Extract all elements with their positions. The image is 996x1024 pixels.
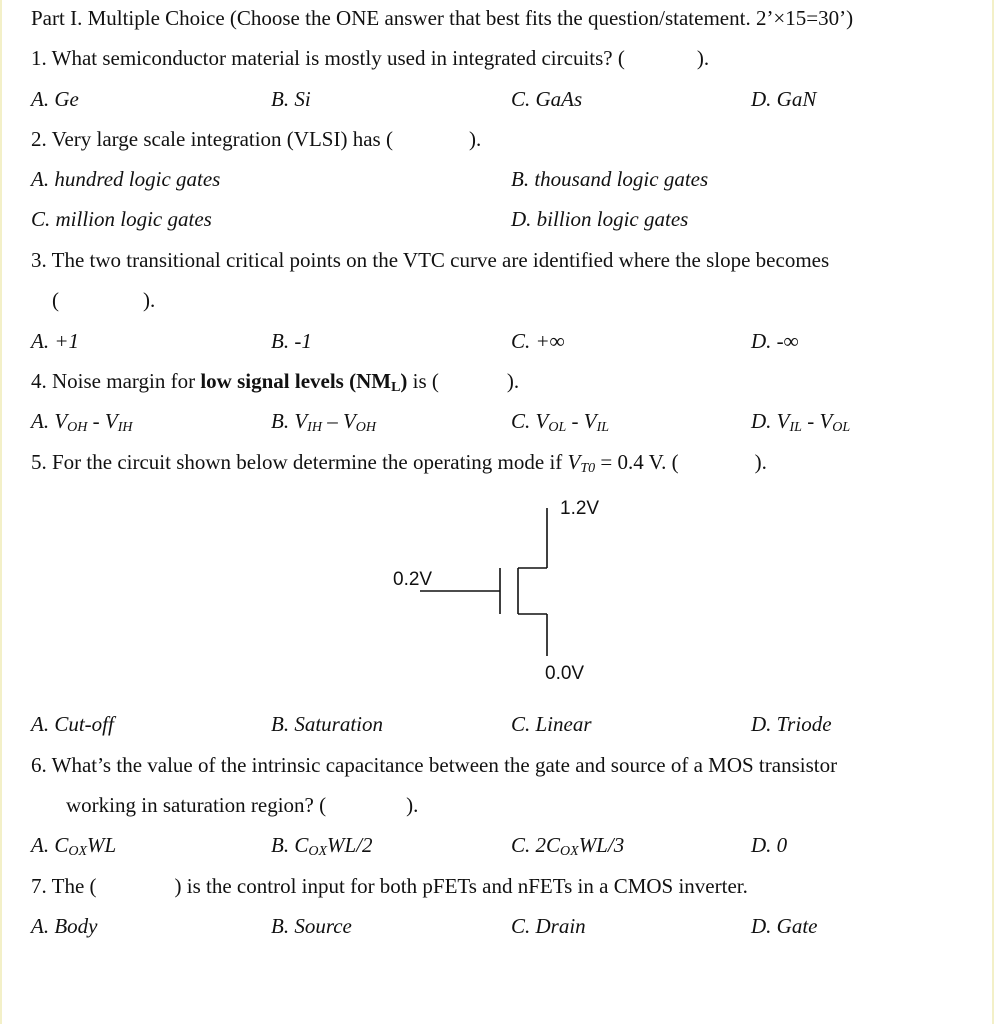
- question-3-options: [31, 328, 971, 354]
- question-6-line2: [66, 792, 418, 818]
- option-1a: A. Ge: [31, 87, 79, 111]
- question-5: [31, 449, 767, 482]
- question-7-rest: ) is the control input for both pFETs and nFETs in a CMOS inverter.: [174, 874, 748, 898]
- question-5-var: V: [567, 450, 581, 474]
- question-1-close: ).: [696, 46, 710, 70]
- section-header: Part I. Multiple Choice (Choose the ONE answer that best fits the question/statement. 2’×15=30’): [31, 6, 854, 30]
- option-2c: C. million logic gates: [31, 207, 212, 231]
- option-3c: C. +∞: [511, 329, 565, 353]
- question-4-bold: [200, 369, 407, 393]
- question-3-close: ).: [143, 288, 156, 312]
- question-6-text2: working in saturation region? (: [66, 793, 327, 817]
- option-3a: A. +1: [31, 329, 79, 353]
- question-7-text: 7. The (: [31, 874, 97, 898]
- question-1-text: 1. What semiconductor material is mostly used in integrated circuits? (: [31, 46, 625, 70]
- option-2b: B. thousand logic gates: [511, 167, 709, 191]
- question-4-bold-sub: L: [391, 380, 401, 395]
- question-3-blank-line: [52, 287, 155, 313]
- option-5b: B. Saturation: [271, 712, 384, 736]
- question-7-options: [31, 913, 971, 939]
- option-4b: B. $V_{IH} - V_{OH}$: [271, 409, 376, 435]
- question-4-prefix: 4. Noise margin for: [31, 369, 201, 393]
- question-2-options-row1: [31, 166, 971, 192]
- question-4-suffix: is (: [407, 369, 439, 393]
- option-7c: C. Drain: [511, 914, 586, 938]
- option-5d: D. Triode: [751, 712, 832, 736]
- option-6a: A. $C_{OX}WL$: [31, 833, 117, 859]
- question-5-var-sub: T0: [580, 461, 596, 476]
- option-4c: C. $V_{OL} - V_{IL}$: [511, 409, 610, 435]
- question-5-text: 5. For the circuit shown below determine the operating mode if: [31, 450, 568, 474]
- question-7: [31, 873, 748, 899]
- option-2a: A. hundred logic gates: [31, 167, 221, 191]
- option-3b: B. -1: [271, 329, 312, 353]
- option-4d: D. $V_{IL} - V_{OL}$: [751, 409, 851, 435]
- option-7a: A. Body: [31, 914, 98, 938]
- option-1d: D. GaN: [751, 87, 817, 111]
- option-6c: C. $2C_{OX}WL/3$: [511, 833, 625, 859]
- source-voltage-label: 0.0V: [545, 663, 585, 684]
- question-2-close: ).: [468, 127, 482, 151]
- question-6: 6. What’s the value of the intrinsic capacitance between the gate and source of a MOS transistor: [31, 753, 838, 777]
- question-1-options: [31, 86, 971, 112]
- question-6-options: [31, 832, 971, 858]
- option-5c: C. Linear: [511, 712, 592, 736]
- question-2: [31, 126, 481, 152]
- option-7b: B. Source: [271, 914, 352, 938]
- option-6d: D. 0: [751, 833, 788, 857]
- option-1c: C. GaAs: [511, 87, 583, 111]
- question-4: [31, 368, 519, 401]
- question-2-text: 2. Very large scale integration (VLSI) has (: [31, 127, 393, 151]
- question-5-close: ).: [754, 450, 767, 474]
- question-6-close: ).: [406, 793, 419, 817]
- option-2d: D. billion logic gates: [511, 207, 689, 231]
- option-4a: A. $V_{OH} - V_{IH}$: [31, 409, 133, 435]
- question-5-value: = 0.4 V. (: [595, 450, 679, 474]
- option-6b: B. $C_{OX}WL/2$: [271, 833, 373, 859]
- question-4-bold-end: ): [400, 369, 408, 393]
- question-3: 3. The two transitional critical points on the VTC curve are identified where the slope becomes: [31, 248, 830, 272]
- nmos-transistor-symbol: [410, 500, 570, 660]
- question-4-options: [31, 408, 971, 434]
- drain-voltage-label: 1.2V: [560, 498, 600, 519]
- question-4-bold-text: low signal levels (NM: [200, 369, 392, 393]
- option-7d: D. Gate: [751, 914, 818, 938]
- option-3d: D. -∞: [751, 329, 799, 353]
- question-3-open: (: [52, 288, 59, 312]
- question-2-options-row2: [31, 206, 971, 232]
- option-5a: A. Cut-off: [31, 712, 114, 736]
- question-1: [31, 45, 709, 71]
- gate-voltage-label: 0.2V: [393, 569, 433, 590]
- question-4-close: ).: [506, 369, 520, 393]
- option-1b: B. Si: [271, 87, 311, 111]
- question-5-options: [31, 711, 971, 737]
